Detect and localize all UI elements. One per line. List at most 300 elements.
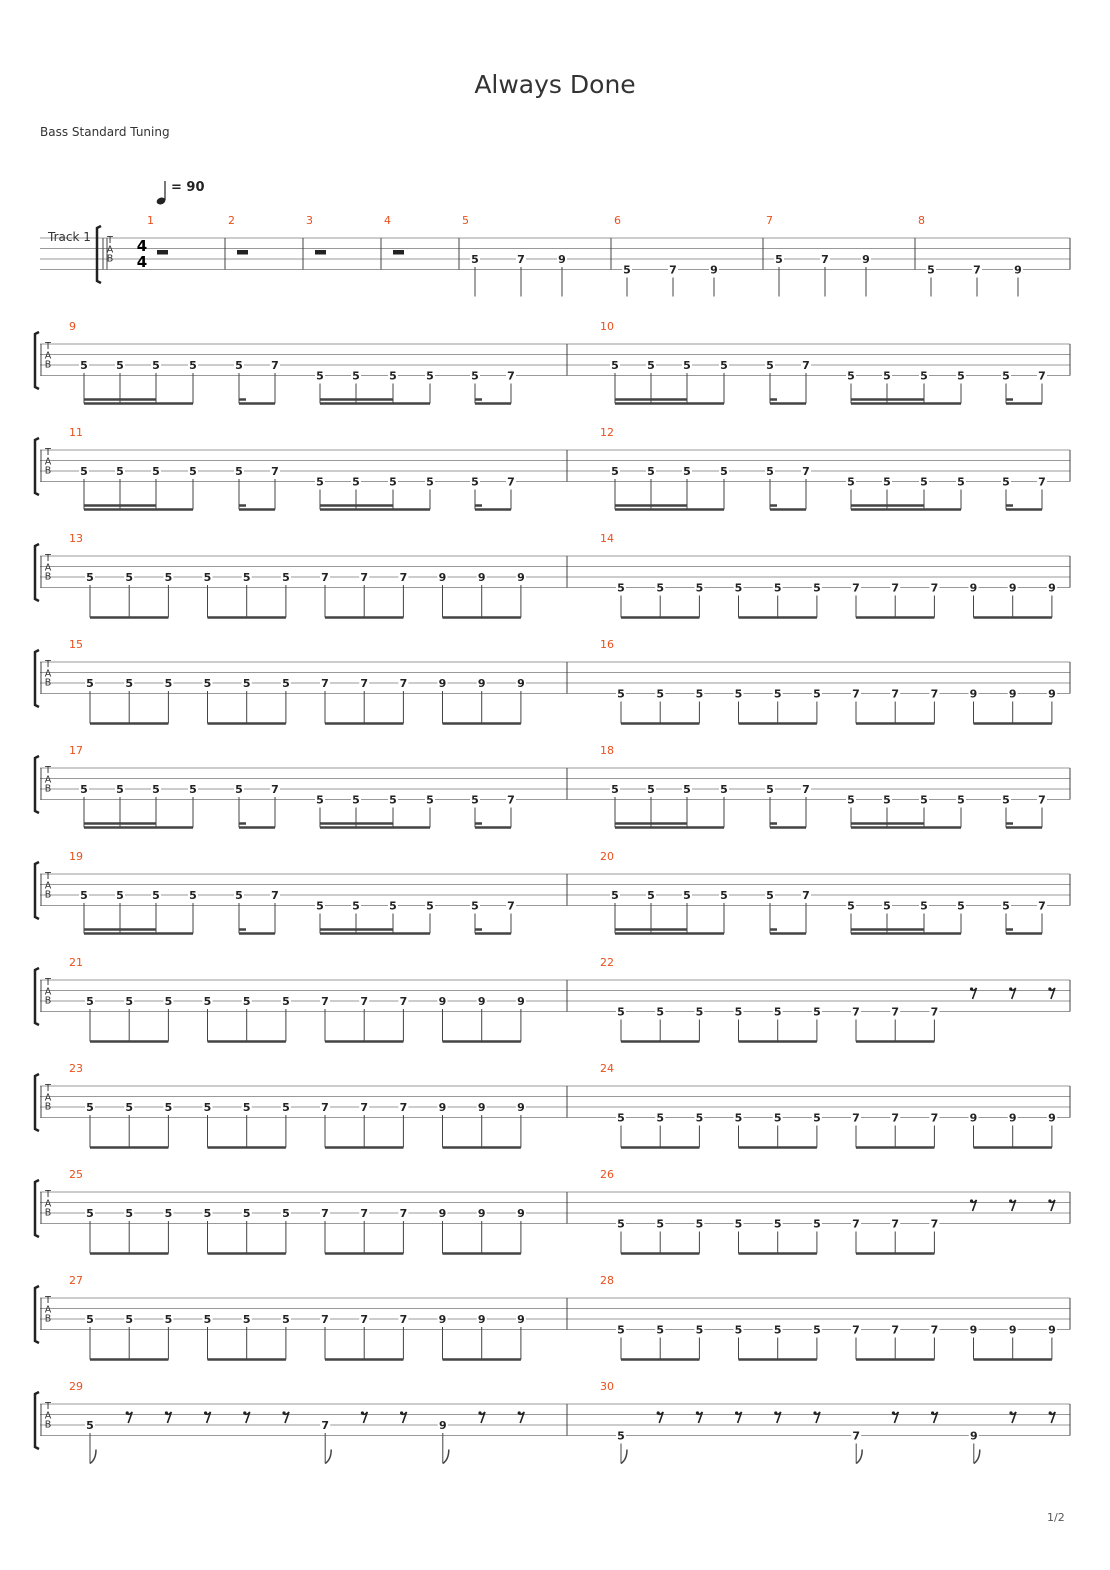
tab-clef-letter: T: [45, 871, 51, 882]
fret-number: 7: [891, 1005, 900, 1019]
half-rest-icon: [237, 250, 248, 255]
fret-number: 5: [426, 475, 434, 489]
fret-number: 5: [920, 899, 928, 913]
measure-number: 26: [600, 1168, 614, 1181]
fret-number: 5: [152, 783, 160, 796]
tab-clef-letter: B: [44, 1101, 52, 1113]
fret-number: 5: [957, 475, 965, 489]
measure-number: 15: [69, 638, 83, 651]
eighth-flag-icon: [90, 1450, 96, 1464]
fret-number: 5: [720, 889, 728, 902]
fret-number: 5: [957, 899, 965, 913]
fret-number: 5: [152, 889, 160, 902]
fret-number: 5: [611, 359, 619, 372]
fret-number: 5: [189, 783, 197, 796]
fret-number: 7: [360, 1207, 369, 1220]
fret-number: 5: [164, 995, 173, 1008]
tab-clef-letter: B: [44, 889, 52, 901]
fret-number: 7: [930, 1217, 939, 1231]
fret-number: 7: [802, 359, 810, 372]
tab-clef-letter: B: [106, 253, 114, 265]
fret-number: 9: [1048, 1323, 1056, 1337]
tab-clef-letter: A: [44, 1092, 52, 1104]
fret-number: 5: [189, 359, 197, 372]
eighth-rest-dot: [1009, 1199, 1012, 1202]
fret-number: 5: [125, 1101, 134, 1114]
tab-clef-letter: T: [45, 341, 51, 352]
fret-number: 5: [164, 1313, 173, 1326]
fret-number: 5: [86, 571, 94, 584]
tab-clef-letter: A: [106, 244, 114, 256]
fret-number: 9: [517, 1313, 525, 1326]
fret-number: 5: [775, 253, 783, 266]
eighth-rest-dot: [970, 1199, 973, 1202]
fret-number: 5: [647, 359, 655, 372]
fret-number: 5: [734, 687, 743, 701]
fret-number: 9: [1048, 687, 1056, 701]
fret-number: 5: [766, 889, 774, 902]
fret-number: 5: [1002, 899, 1010, 913]
measure-number: 14: [600, 532, 614, 545]
system-bracket: [35, 1286, 39, 1343]
fret-number: 9: [477, 1101, 486, 1114]
page-number: 1/2: [1047, 1511, 1065, 1524]
fret-number: 5: [189, 465, 197, 478]
measure-number: 23: [69, 1062, 83, 1075]
fret-number: 7: [930, 687, 939, 701]
fret-number: 9: [517, 1207, 525, 1220]
eighth-flag-icon: [856, 1450, 862, 1464]
fret-number: 5: [611, 889, 619, 902]
measure-number: 28: [600, 1274, 614, 1287]
fret-number: 5: [695, 1323, 704, 1337]
fret-number: 9: [438, 1419, 447, 1432]
half-rest-icon: [393, 250, 404, 255]
eighth-rest-dot: [165, 1411, 168, 1414]
fret-number: 9: [862, 253, 870, 266]
fret-number: 7: [852, 1429, 861, 1443]
fret-number: 5: [957, 793, 965, 807]
fret-number: 5: [813, 1005, 821, 1019]
fret-number: 7: [360, 1313, 369, 1326]
tab-clef-letter: B: [44, 1313, 52, 1325]
system-bracket: [35, 756, 39, 813]
fret-number: 5: [1002, 793, 1010, 807]
fret-number: 5: [813, 1323, 821, 1337]
fret-number: 5: [695, 581, 704, 595]
fret-number: 9: [477, 677, 486, 690]
fret-number: 5: [352, 369, 360, 383]
measure-number: 25: [69, 1168, 83, 1181]
fret-number: 7: [321, 995, 329, 1008]
system-bracket: [97, 226, 101, 283]
measure-number: 21: [69, 956, 83, 969]
fret-number: 5: [773, 1323, 782, 1337]
fret-number: 9: [438, 677, 447, 690]
fret-number: 5: [656, 1323, 665, 1337]
fret-number: 5: [116, 889, 124, 902]
measure-number: 7: [766, 214, 773, 227]
fret-number: 5: [282, 571, 290, 584]
fret-number: 7: [891, 1323, 900, 1337]
fret-number: 5: [125, 677, 134, 690]
fret-number: 9: [1014, 263, 1022, 277]
fret-number: 9: [438, 571, 447, 584]
fret-number: 5: [683, 359, 691, 372]
fret-number: 5: [847, 793, 855, 807]
system-bracket: [35, 1074, 39, 1131]
measure-number: 1: [147, 214, 154, 227]
fret-number: 7: [852, 1217, 860, 1231]
fret-number: 5: [773, 687, 782, 701]
fret-number: 7: [399, 677, 408, 690]
tab-clef-letter: A: [44, 986, 52, 998]
system-bracket: [35, 650, 39, 707]
fret-number: 5: [235, 783, 243, 796]
fret-number: 7: [1038, 793, 1046, 807]
fret-number: 5: [426, 369, 434, 383]
fret-number: 5: [695, 1111, 704, 1125]
fret-number: 5: [352, 899, 360, 913]
fret-number: 5: [80, 889, 88, 902]
fret-number: 5: [86, 1101, 94, 1114]
measure-number: 16: [600, 638, 614, 651]
fret-number: 7: [891, 1111, 900, 1125]
fret-number: 5: [1002, 369, 1010, 383]
tab-clef-letter: T: [107, 235, 113, 246]
tab-clef-letter: B: [44, 359, 52, 371]
fret-number: 5: [86, 995, 94, 1008]
tab-clef-letter: A: [44, 880, 52, 892]
measure-number: 3: [306, 214, 313, 227]
fret-number: 7: [360, 995, 369, 1008]
fret-number: 5: [647, 783, 655, 796]
fret-number: 5: [203, 995, 212, 1008]
fret-number: 9: [1008, 1111, 1017, 1125]
measure-number: 29: [69, 1380, 83, 1393]
fret-number: 5: [86, 1207, 94, 1220]
fret-number: 5: [203, 571, 212, 584]
fret-number: 5: [242, 1101, 251, 1114]
eighth-rest-dot: [518, 1411, 521, 1414]
fret-number: 5: [683, 465, 691, 478]
measure-number: 30: [600, 1380, 614, 1393]
fret-number: 5: [282, 1313, 290, 1326]
fret-number: 5: [734, 1111, 743, 1125]
fret-number: 5: [203, 1313, 212, 1326]
fret-number: 9: [1008, 1323, 1017, 1337]
fret-number: 7: [821, 253, 829, 266]
eighth-flag-icon: [325, 1450, 331, 1464]
fret-number: 5: [927, 263, 935, 277]
fret-number: 5: [235, 465, 243, 478]
fret-number: 9: [969, 1323, 978, 1337]
fret-number: 5: [883, 899, 891, 913]
fret-number: 5: [471, 475, 479, 489]
tab-clef-letter: B: [44, 1419, 52, 1431]
tab-clef-letter: A: [44, 350, 52, 362]
tab-clef-letter: B: [44, 783, 52, 795]
fret-number: 5: [734, 1217, 743, 1231]
fret-number: 5: [656, 1111, 665, 1125]
measure-number: 11: [69, 426, 83, 439]
eighth-flag-icon: [974, 1450, 980, 1464]
eighth-rest-dot: [243, 1411, 246, 1414]
fret-number: 5: [389, 475, 397, 489]
fret-number: 7: [802, 465, 810, 478]
fret-number: 9: [438, 995, 447, 1008]
system-bracket: [35, 968, 39, 1025]
fret-number: 7: [852, 1323, 860, 1337]
eighth-rest-dot: [478, 1411, 481, 1414]
fret-number: 7: [271, 465, 279, 478]
fret-number: 5: [883, 475, 891, 489]
fret-number: 7: [399, 995, 408, 1008]
eighth-rest-dot: [774, 1411, 777, 1414]
eighth-rest-dot: [657, 1411, 660, 1414]
tab-clef-letter: T: [45, 447, 51, 458]
measure-number: 22: [600, 956, 614, 969]
fret-number: 5: [734, 1323, 743, 1337]
tab-clef-letter: A: [44, 1198, 52, 1210]
time-signature-bottom: 4: [136, 253, 148, 271]
fret-number: 7: [507, 793, 515, 807]
fret-number: 5: [86, 677, 94, 690]
fret-number: 5: [734, 1005, 743, 1019]
eighth-rest-dot: [400, 1411, 403, 1414]
measure-number: 20: [600, 850, 614, 863]
fret-number: 5: [720, 359, 728, 372]
fret-number: 7: [891, 581, 900, 595]
fret-number: 5: [920, 369, 928, 383]
fret-number: 9: [1048, 1111, 1056, 1125]
fret-number: 5: [656, 687, 665, 701]
eighth-rest-dot: [1049, 1411, 1052, 1414]
measure-number: 6: [614, 214, 621, 227]
fret-number: 5: [125, 571, 134, 584]
tab-clef-letter: B: [44, 465, 52, 477]
fret-number: 5: [235, 889, 243, 902]
fret-number: 5: [766, 783, 774, 796]
fret-number: 5: [152, 465, 160, 478]
fret-number: 5: [656, 1217, 665, 1231]
fret-number: 5: [683, 783, 691, 796]
fret-number: 9: [1048, 581, 1056, 595]
half-rest-icon: [315, 250, 326, 255]
fret-number: 5: [86, 1419, 94, 1432]
fret-number: 5: [316, 899, 324, 913]
fret-number: 9: [477, 995, 486, 1008]
time-signature-top: 4: [136, 237, 148, 255]
fret-number: 5: [617, 1217, 625, 1231]
fret-number: 7: [271, 783, 279, 796]
fret-number: 5: [695, 687, 704, 701]
measure-number: 18: [600, 744, 614, 757]
tab-clef-letter: T: [45, 1083, 51, 1094]
fret-number: 7: [399, 1207, 408, 1220]
measure-number: 4: [384, 214, 391, 227]
fret-number: 7: [321, 1313, 329, 1326]
fret-number: 5: [152, 359, 160, 372]
fret-number: 5: [847, 899, 855, 913]
measure-number: 17: [69, 744, 83, 757]
fret-number: 5: [656, 1005, 665, 1019]
fret-number: 9: [969, 687, 978, 701]
eighth-rest-dot: [735, 1411, 738, 1414]
fret-number: 5: [847, 475, 855, 489]
fret-number: 5: [695, 1005, 704, 1019]
eighth-rest-dot: [1048, 1199, 1051, 1202]
system-bracket: [35, 332, 39, 389]
fret-number: 5: [611, 465, 619, 478]
fret-number: 5: [282, 1207, 290, 1220]
measure-number: 12: [600, 426, 614, 439]
eighth-rest-dot: [1009, 1411, 1012, 1414]
fret-number: 5: [235, 359, 243, 372]
fret-number: 5: [617, 1111, 625, 1125]
tab-clef-letter: B: [44, 1207, 52, 1219]
fret-number: 5: [80, 783, 88, 796]
eighth-flag-icon: [443, 1450, 449, 1464]
fret-number: 5: [617, 1429, 625, 1443]
fret-number: 5: [282, 677, 290, 690]
fret-number: 7: [321, 571, 329, 584]
fret-number: 5: [734, 581, 743, 595]
system-bracket: [35, 544, 39, 601]
fret-number: 5: [883, 793, 891, 807]
fret-number: 5: [125, 1207, 134, 1220]
fret-number: 9: [969, 581, 978, 595]
fret-number: 7: [321, 677, 329, 690]
fret-number: 7: [399, 1101, 408, 1114]
fret-number: 5: [116, 783, 124, 796]
fret-number: 5: [813, 687, 821, 701]
fret-number: 9: [517, 571, 525, 584]
fret-number: 7: [360, 1101, 369, 1114]
fret-number: 5: [125, 1313, 134, 1326]
song-title: Always Done: [474, 70, 636, 99]
eighth-rest-dot: [696, 1411, 699, 1414]
fret-number: 5: [426, 793, 434, 807]
fret-number: 7: [321, 1419, 330, 1432]
fret-number: 9: [438, 1313, 447, 1326]
fret-number: 5: [773, 581, 782, 595]
system-bracket: [35, 862, 39, 919]
fret-number: 5: [125, 995, 134, 1008]
fret-number: 5: [116, 359, 124, 372]
fret-number: 7: [1038, 475, 1046, 489]
tab-clef-letter: T: [45, 553, 51, 564]
fret-number: 7: [1038, 899, 1046, 913]
fret-number: 9: [477, 1207, 486, 1220]
eighth-rest-dot: [282, 1411, 285, 1414]
measure-number: 27: [69, 1274, 83, 1287]
fret-number: 7: [852, 581, 860, 595]
fret-number: 5: [920, 475, 928, 489]
quarter-note-icon: [156, 181, 167, 206]
fret-number: 5: [813, 1111, 821, 1125]
tab-clef-letter: A: [44, 562, 52, 574]
measure-number: 19: [69, 850, 83, 863]
fret-number: 7: [321, 1101, 329, 1114]
fret-number: 7: [507, 475, 515, 489]
fret-number: 5: [389, 793, 397, 807]
measure-number: 10: [600, 320, 614, 333]
fret-number: 7: [399, 1313, 408, 1326]
fret-number: 5: [242, 995, 251, 1008]
fret-number: 5: [957, 369, 965, 383]
fret-number: 5: [242, 677, 251, 690]
fret-number: 7: [669, 263, 677, 277]
tab-clef-letter: B: [44, 571, 52, 583]
fret-number: 5: [847, 369, 855, 383]
fret-number: 7: [271, 889, 279, 902]
fret-number: 9: [969, 1111, 978, 1125]
fret-number: 7: [507, 369, 515, 383]
fret-number: 5: [611, 783, 619, 796]
fret-number: 5: [766, 359, 774, 372]
measure-number: 24: [600, 1062, 614, 1075]
fret-number: 5: [656, 581, 665, 595]
fret-number: 5: [773, 1111, 782, 1125]
tab-clef-letter: A: [44, 774, 52, 786]
fret-number: 5: [189, 889, 197, 902]
fret-number: 7: [802, 889, 810, 902]
eighth-rest-dot: [931, 1411, 934, 1414]
fret-number: 5: [647, 465, 655, 478]
fret-number: 5: [164, 571, 173, 584]
tab-clef-letter: B: [44, 677, 52, 689]
fret-number: 5: [426, 899, 434, 913]
fret-number: 5: [813, 1217, 821, 1231]
fret-number: 5: [80, 465, 88, 478]
fret-number: 5: [617, 1323, 625, 1337]
tab-clef-letter: T: [45, 1189, 51, 1200]
fret-number: 5: [242, 571, 251, 584]
eighth-rest-dot: [813, 1411, 816, 1414]
fret-number: 7: [891, 687, 900, 701]
fret-number: 5: [920, 793, 928, 807]
fret-number: 9: [438, 1101, 447, 1114]
tempo-value: = 90: [171, 180, 205, 195]
track-name: Track 1: [48, 230, 91, 244]
fret-number: 5: [242, 1207, 251, 1220]
fret-number: 7: [360, 571, 369, 584]
measure-number: 5: [462, 214, 469, 227]
fret-number: 5: [1002, 475, 1010, 489]
fret-number: 5: [766, 465, 774, 478]
eighth-rest-dot: [1009, 987, 1012, 990]
fret-number: 7: [973, 263, 981, 277]
fret-number: 5: [617, 687, 625, 701]
fret-number: 5: [242, 1313, 251, 1326]
tab-clef-letter: T: [45, 1401, 51, 1412]
fret-number: 5: [164, 1207, 173, 1220]
fret-number: 5: [352, 793, 360, 807]
eighth-rest-dot: [892, 1411, 895, 1414]
fret-number: 9: [517, 677, 525, 690]
fret-number: 5: [352, 475, 360, 489]
fret-number: 9: [1008, 687, 1017, 701]
fret-number: 5: [116, 465, 124, 478]
fret-number: 5: [86, 1313, 94, 1326]
eighth-rest-dot: [126, 1411, 129, 1414]
fret-number: 5: [164, 677, 173, 690]
fret-number: 5: [617, 1005, 625, 1019]
fret-number: 5: [389, 899, 397, 913]
measure-number: 2: [228, 214, 235, 227]
measure-number: 13: [69, 532, 83, 545]
